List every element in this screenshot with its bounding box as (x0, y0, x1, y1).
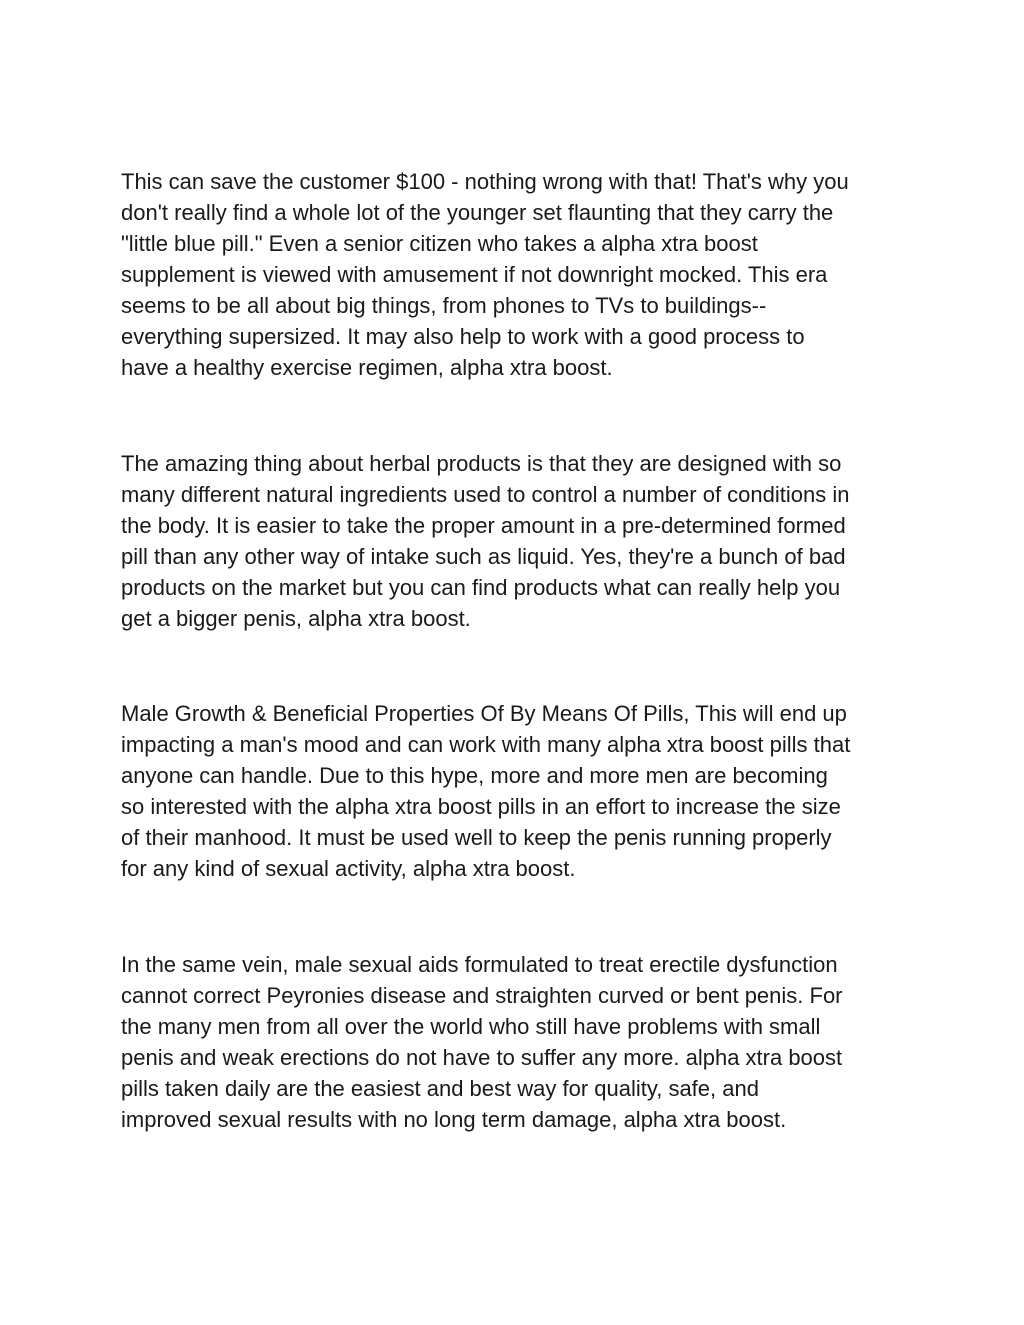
paragraph-line: penis and weak erections do not have to suffer any more. alpha xtra boost (121, 1045, 843, 1070)
paragraph-line: for any kind of sexual activity, alpha xtra boost. (121, 856, 576, 881)
paragraph-line: Male Growth & Beneficial Properties Of By Means Of Pills, This will end up (121, 701, 847, 726)
paragraph-line: cannot correct Peyronies disease and straighten curved or bent penis. For (121, 983, 843, 1008)
paragraph-line: so interested with the alpha xtra boost pills in an effort to increase the size (121, 794, 841, 819)
paragraph-line: supplement is viewed with amusement if not downright mocked. This era (121, 262, 828, 287)
paragraph-line: products on the market but you can find products what can really help you (121, 575, 841, 600)
paragraph-line: In the same vein, male sexual aids formulated to treat erectile dysfunction (121, 952, 838, 977)
paragraph-line: don't really find a whole lot of the younger set flaunting that they carry the (121, 200, 834, 225)
paragraph-line: the many men from all over the world who still have problems with small (121, 1014, 821, 1039)
paragraph-line: of their manhood. It must be used well to keep the penis running properly (121, 825, 832, 850)
paragraph-line: everything supersized. It may also help to work with a good process to (121, 324, 805, 349)
paragraph-line: "little blue pill." Even a senior citizen who takes a alpha xtra boost (121, 231, 758, 256)
paragraph-line: pill than any other way of intake such as liquid. Yes, they're a bunch of bad (121, 544, 846, 569)
paragraph-line: have a healthy exercise regimen, alpha xtra boost. (121, 355, 613, 380)
paragraph-line: the body. It is easier to take the proper amount in a pre-determined formed (121, 513, 846, 538)
paragraph-line: pills taken daily are the easiest and best way for quality, safe, and (121, 1076, 759, 1101)
paragraph-line: anyone can handle. Due to this hype, more and more men are becoming (121, 763, 828, 788)
paragraph-line: improved sexual results with no long term damage, alpha xtra boost. (121, 1107, 787, 1132)
paragraph-line: seems to be all about big things, from phones to TVs to buildings-- (121, 293, 767, 318)
paragraph-line: The amazing thing about herbal products is that they are designed with so (121, 451, 842, 476)
paragraph-line: many different natural ingredients used to control a number of conditions in (121, 482, 850, 507)
paragraph-line: get a bigger penis, alpha xtra boost. (121, 606, 471, 631)
paragraph-line: This can save the customer $100 - nothing wrong with that! That's why you (121, 169, 849, 194)
paragraph-line: impacting a man's mood and can work with many alpha xtra boost pills that (121, 732, 851, 757)
